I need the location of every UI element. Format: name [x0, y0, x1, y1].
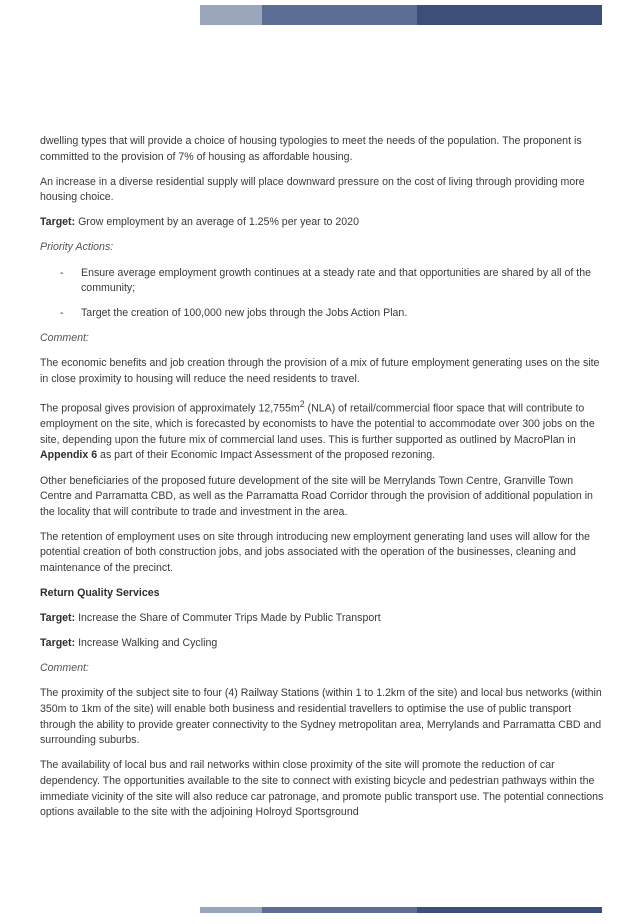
floor-space-text-a: The proposal gives provision of approximately 12,755m	[40, 402, 300, 415]
paragraph-residential-supply: An increase in a diverse residential supply will place downward pressure on the cost of living through providing more housing choice.	[40, 175, 585, 204]
footer-color-bar	[200, 907, 602, 913]
target-text: Increase the Share of Commuter Trips Made by Public Transport	[75, 612, 381, 625]
floor-space-text-b: (NLA) of retail/commercial floor space that will contribute to employment on the site, which is forecasted by economists to have the potential to accommodate over 300 jobs on the site, depending upon the future mix of commercial land uses. This is further supported as outlined by MacroPlan in	[40, 402, 595, 446]
paragraph-floor-space	[40, 397, 605, 464]
paragraph-economic-benefits: The economic benefits and job creation through the provision of a mix of future employment generating uses on the site in close proximity to housing will reduce the need residents to travel.	[40, 357, 600, 386]
document-body	[40, 134, 605, 830]
target-walking-cycling	[40, 636, 605, 652]
priority-actions-list	[40, 266, 605, 322]
comment-label: Comment:	[40, 332, 89, 345]
footer-bar-segment-dark	[417, 907, 602, 913]
priority-actions-label: Priority Actions:	[40, 241, 114, 254]
target-text: Increase Walking and Cycling	[75, 637, 218, 650]
list-item-text: Ensure average employment growth continues at a steady rate and that opportunities are shared by all of the community;	[81, 266, 591, 295]
list-dash: -	[60, 266, 64, 279]
section-heading: Return Quality Services	[40, 587, 160, 600]
paragraph-housing-typologies: dwelling types that will provide a choice of housing typologies to meet the needs of the population. The proponent is committed to the provision of 7% of housing as affordable housing.	[40, 135, 582, 163]
header-bar-segment-mid	[262, 5, 417, 25]
header-bar-segment-dark	[417, 5, 602, 25]
floor-space-text-c: as part of their Economic Impact Assessment of the proposed rezoning.	[97, 449, 436, 462]
paragraph-retention: The retention of employment uses on site through introducing new employment generating land uses will allow for the potential creation of both construction jobs, and jobs associated with the operation of the businesses, cleaning and maintenance of the precinct.	[40, 530, 591, 574]
target-label: Target:	[40, 216, 76, 229]
target-public-transport	[40, 611, 605, 627]
comment-label: Comment:	[40, 662, 89, 675]
paragraph-beneficiaries: Other beneficiaries of the proposed future development of the site will be Merrylands Town Centre, Granville Town Centre and Parramatta CBD, as well as the Parramatta Road Corridor through the provision of additional population in the locality that will contribute to trade and investment in the area.	[40, 474, 593, 518]
footer-bar-segment-mid	[262, 907, 417, 913]
target-text: Grow employment by an average of 1.25% per year to 2020	[75, 216, 359, 229]
list-dash: -	[60, 307, 64, 320]
target-label: Target:	[40, 637, 76, 650]
list-item	[40, 266, 605, 297]
list-item	[40, 306, 605, 322]
superscript: 2	[299, 399, 305, 410]
appendix-reference: Appendix 6	[40, 449, 98, 462]
header-bar-segment-light	[200, 5, 262, 25]
footer-bar-segment-light	[200, 907, 262, 913]
paragraph-proximity: The proximity of the subject site to four (4) Railway Stations (within 1 to 1.2km of the site) and local bus networks (within 350m to 1km of the site) will enable both business and residential travellers to optimise the use of public transport through the ability to provide greater connectivity to the Sydney metropolitan area, Merrylands and Parramatta CBD and surrounding suburbs.	[40, 687, 602, 747]
paragraph-availability: The availability of local bus and rail networks within close proximity of the site will promote the reduction of car dependency. The opportunities available to the site to connect with existing bicycle and pedestrian pathways within the immediate vicinity of the site will also reduce car patronage, and promote public transport use. The potential connections options available to the site with the adjoining Holroyd Sportsground	[40, 759, 604, 819]
target-label: Target:	[40, 612, 76, 625]
target-employment	[40, 215, 605, 231]
header-color-bar	[200, 5, 602, 25]
list-item-text: Target the creation of 100,000 new jobs through the Jobs Action Plan.	[81, 307, 408, 320]
